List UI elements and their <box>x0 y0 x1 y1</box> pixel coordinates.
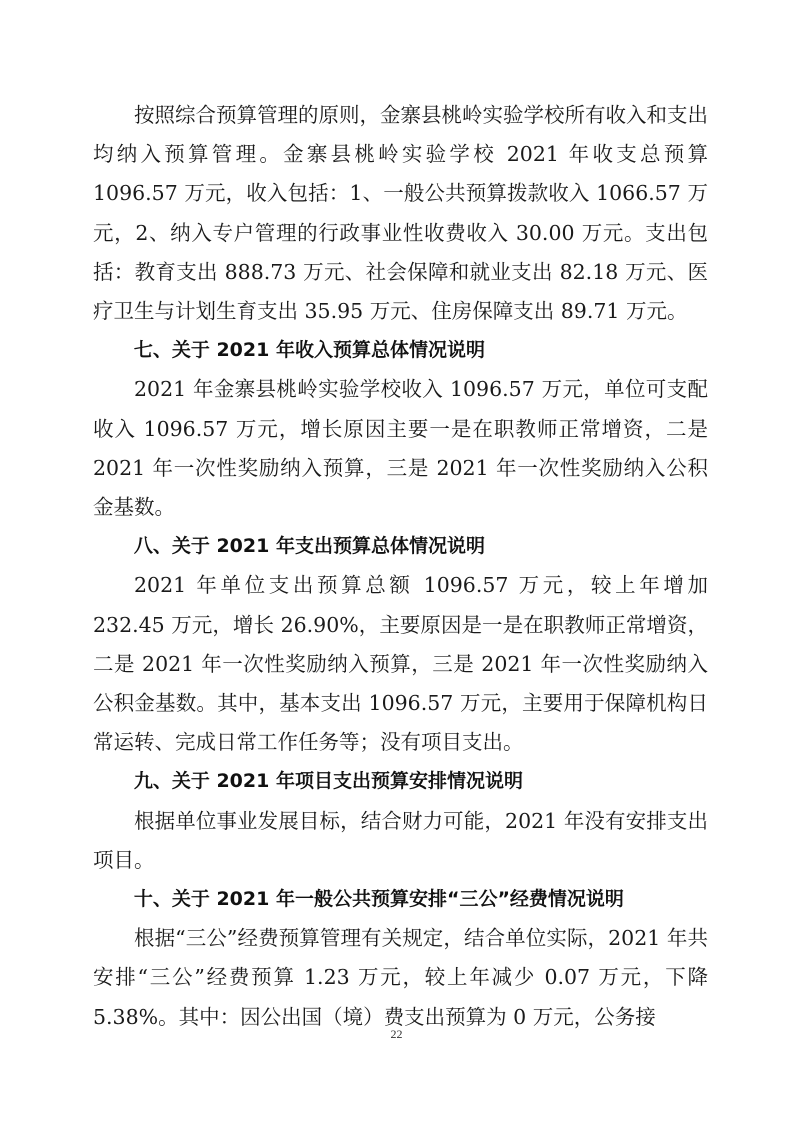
page-number: 22 <box>390 1027 403 1041</box>
paragraph-income-budget: 2021 年金寨县桃岭实验学校收入 1096.57 万元，单位可支配收入 1096.57 万元，增长原因主要一是在职教师正常增资，二是 2021 年一次性奖励纳入预算，三是 2021 年一次性奖励纳入公积金基数。 <box>93 377 708 520</box>
body-text <box>93 96 708 1037</box>
paragraph-project-expenditure: 根据单位事业发展目标，结合财力可能，2021 年没有安排支出项目。 <box>93 808 708 872</box>
heading-income-budget: 七、关于 2021 年收入预算总体情况说明 <box>133 339 485 362</box>
heading-three-public-expenses: 十、关于 2021 年一般公共预算安排“三公”经费情况说明 <box>133 888 624 911</box>
heading-expenditure-budget: 八、关于 2021 年支出预算总体情况说明 <box>133 535 485 558</box>
paragraph-budget-overview: 按照综合预算管理的原则，金寨县桃岭实验学校所有收入和支出均纳入预算管理。金寨县桃岭实验学校 2021 年收支总预算 1096.57 万元，收入包括：1、一般公共预算拨款收入 1066.57 万元，2、纳入专户管理的行政事业性收费收入 30.00 万元。支出包括：教育支出 888.73 万元、社会保障和就业支出 82.18 万元、医疗卫生与计划生育支出 35.95 万元、住房保障支出 89.71 万元。 <box>93 103 708 324</box>
heading-project-expenditure: 九、关于 2021 年项目支出预算安排情况说明 <box>133 770 523 793</box>
paragraph-expenditure-budget: 2021 年单位支出预算总额 1096.57 万元，较上年增加 232.45 万元，增长 26.90%，主要原因是一是在职教师正常增资，二是 2021 年一次性奖励纳入预算，三是 2021 年一次性奖励纳入公积金基数。其中，基本支出 1096.57 万元，主要用于保障机构日常运转、完成日常工作任务等；没有项目支出。 <box>93 573 708 755</box>
paragraph-three-public-expenses: 根据“三公”经费预算管理有关规定，结合单位实际，2021 年共安排“三公”经费预算 1.23 万元，较上年减少 0.07 万元，下降 5.38%。其中：因公出国（境）费支出预算为 0 万元，公务接 <box>93 926 708 1029</box>
